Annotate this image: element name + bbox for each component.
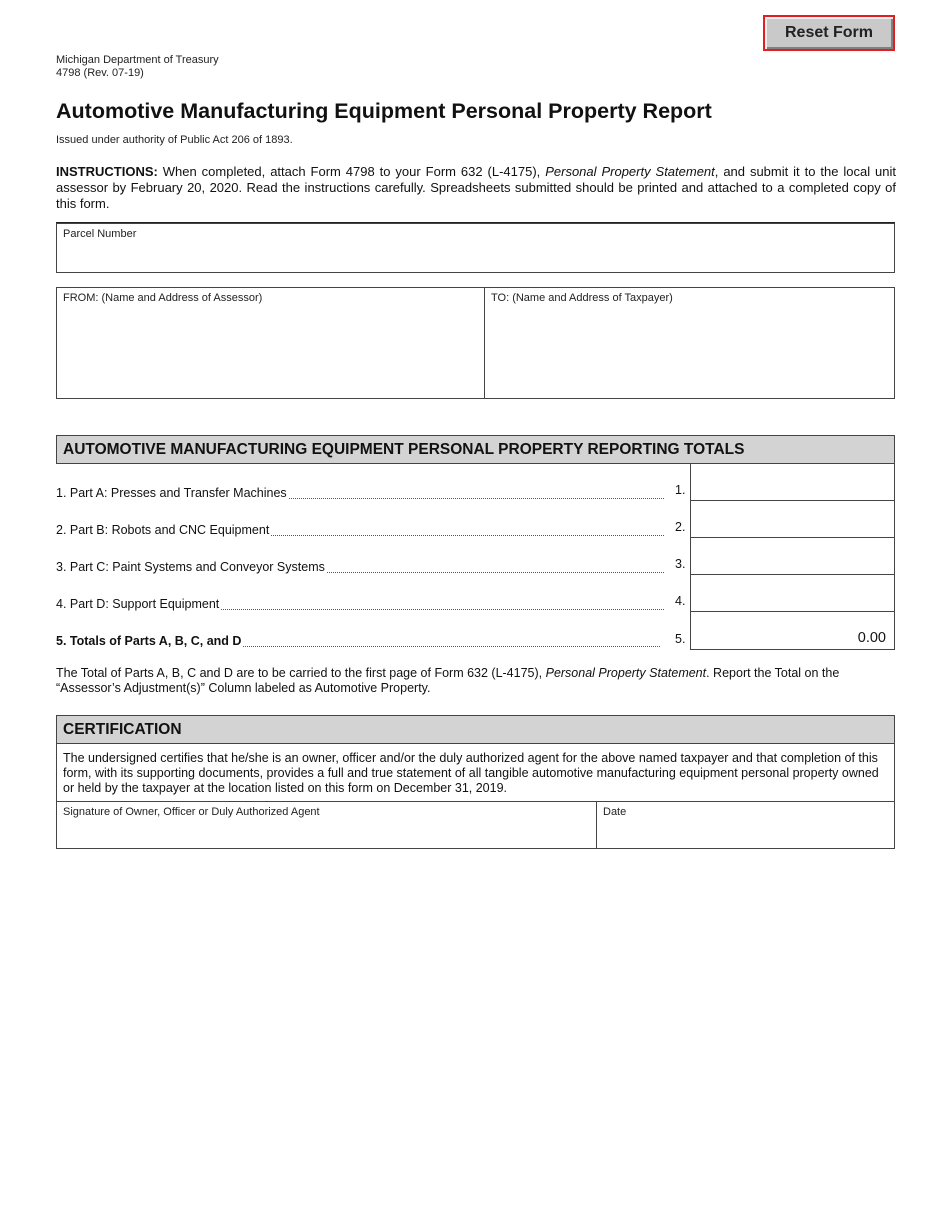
line-1-amount[interactable] [690, 463, 895, 501]
parcel-number-field[interactable] [56, 223, 895, 273]
signature-input[interactable] [63, 822, 588, 844]
carry-forward-note [56, 666, 896, 696]
line-1-number: 1. [675, 483, 686, 497]
line-2-amount[interactable] [690, 500, 895, 538]
line-1-label: 1. Part A: Presses and Transfer Machines [56, 486, 287, 500]
instructions-text-2: , and submit it to the local unit assessor by February 20, 2020. Read the instructions carefully. Spreadsheets submitted should be printed and attached to a completed copy of this form. [56, 164, 897, 211]
line-4-amount-input[interactable] [691, 575, 894, 611]
line-5-row [56, 634, 660, 650]
agency-name: Michigan Department of Treasury [56, 54, 219, 66]
to-taxpayer-field[interactable] [484, 287, 895, 399]
date-field[interactable] [596, 801, 895, 849]
line-2-number: 2. [675, 520, 686, 534]
instructions [56, 164, 896, 212]
form-header-agency [56, 54, 219, 80]
line-1-amount-input[interactable] [691, 464, 894, 500]
signature-label: Signature of Owner, Officer or Duly Authorized Agent [63, 806, 320, 818]
line-3-amount[interactable] [690, 537, 895, 575]
parcel-number-label: Parcel Number [63, 228, 137, 240]
from-assessor-field[interactable] [56, 287, 485, 399]
certification-statement-box [56, 743, 895, 802]
to-taxpayer-label: TO: (Name and Address of Taxpayer) [491, 292, 673, 304]
page-title: Automotive Manufacturing Equipment Personal Property Report [56, 99, 712, 123]
line-5-total [690, 611, 895, 650]
reset-form-button[interactable]: Reset Form [763, 15, 895, 51]
date-label: Date [603, 806, 627, 818]
form-revision: 4798 (Rev. 07-19) [56, 67, 144, 79]
line-2-row [56, 523, 664, 539]
parcel-number-input[interactable] [63, 246, 883, 268]
line-4-amount[interactable] [690, 574, 895, 612]
line-3-label: 3. Part C: Paint Systems and Conveyor Systems [56, 560, 325, 574]
totals-section-heading: AUTOMOTIVE MANUFACTURING EQUIPMENT PERSONAL PROPERTY REPORTING TOTALS [56, 435, 895, 464]
carry-note-text-2: . Report the Total on the “Assessor’s Adjustment(s)” Column labeled as Automotive Property. [56, 666, 840, 695]
carry-note-italic: Personal Property Statement [545, 666, 707, 680]
date-input[interactable] [603, 822, 888, 844]
line-4-row [56, 597, 664, 613]
line-3-amount-input[interactable] [691, 538, 894, 574]
from-assessor-label: FROM: (Name and Address of Assessor) [63, 292, 263, 304]
line-4-label: 4. Part D: Support Equipment [56, 597, 220, 611]
carry-note-text-1: The Total of Parts A, B, C and D are to be carried to the first page of Form 632 (L-4175), [56, 666, 546, 680]
line-4-number: 4. [675, 594, 686, 608]
line-5-label: 5. Totals of Parts A, B, C, and D [56, 634, 242, 648]
signature-field[interactable] [56, 801, 597, 849]
instructions-text-1: When completed, attach Form 4798 to your Form 632 (L-4175), [157, 164, 546, 179]
certification-heading: CERTIFICATION [56, 715, 895, 744]
authority-note: Issued under authority of Public Act 206 of 1893. [56, 134, 293, 146]
line-5-total-value: 0.00 [857, 630, 886, 646]
line-5-number: 5. [675, 632, 686, 646]
instructions-lead: INSTRUCTIONS: [56, 164, 158, 179]
line-2-amount-input[interactable] [691, 501, 894, 537]
instructions-italic: Personal Property Statement [545, 164, 715, 179]
line-2-label: 2. Part B: Robots and CNC Equipment [56, 523, 270, 537]
line-3-number: 3. [675, 557, 686, 571]
certification-statement: The undersigned certifies that he/she is an owner, officer and/or the duly authorized agent for the above named taxpayer and that completion of this form, with its supporting documents, provides a full and true statement of all tangible automotive manufacturing equipment personal property owned or held by the taxpayer at the location listed on this form on December 31, 2019. [63, 751, 879, 795]
line-3-row [56, 560, 664, 576]
line-1-row [56, 486, 664, 502]
